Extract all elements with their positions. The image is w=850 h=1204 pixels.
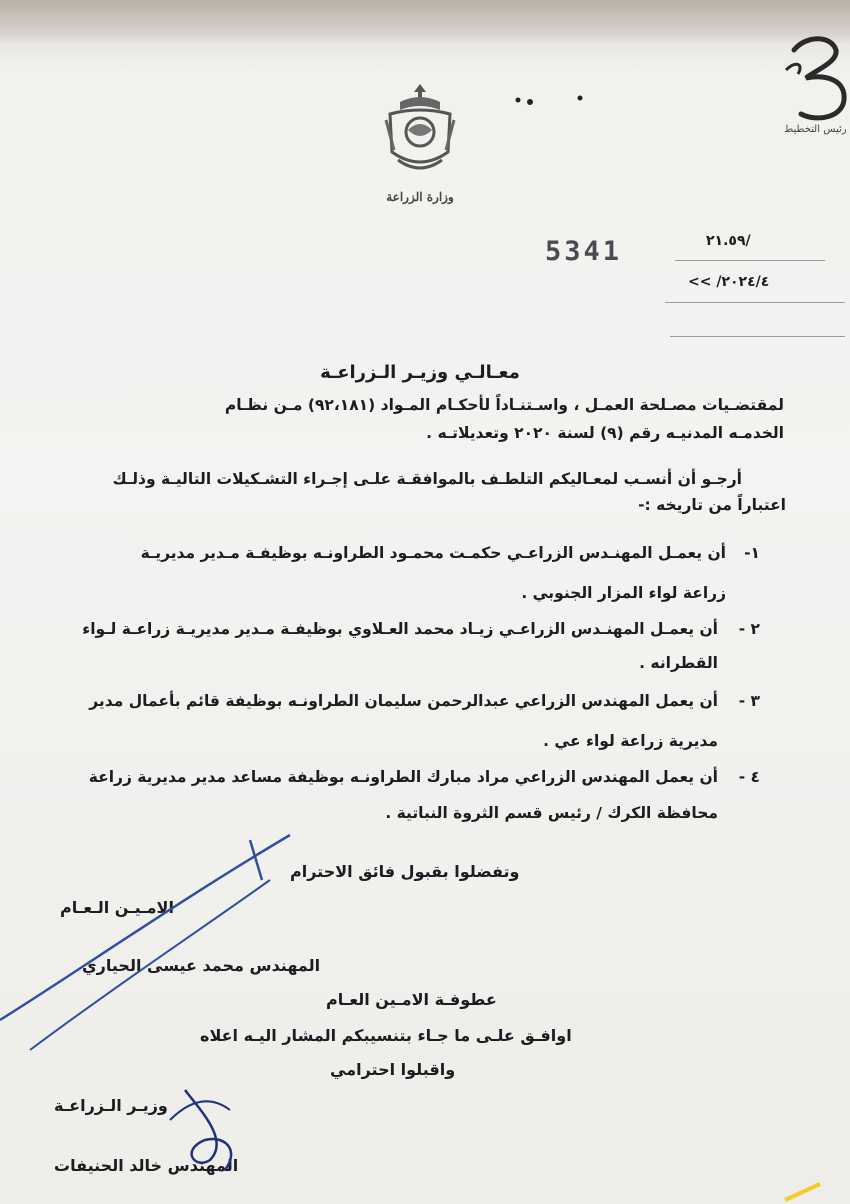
item-3-line-1: أن يعمل المهندس الزراعي عبدالرحمن سليمان الطراونـه بوظيفة قائم بأعمال مدير xyxy=(89,692,718,710)
minister-name: المهندس خالد الحنيفات xyxy=(54,1156,239,1175)
addressee-heading: معـالـي وزيـر الـزراعـة xyxy=(320,362,520,383)
secretary-title: الامـيـن الـعـام xyxy=(60,898,174,917)
response-text: اوافـق علـى ما جـاء بتنسيبكم المشار اليـه اعلاه xyxy=(200,1026,572,1045)
item-4-line-2: محافظة الكرك / رئيس قسم الثروة النباتية . xyxy=(385,804,718,822)
closing-line: وتفضلوا بقبول فائق الاحترام xyxy=(290,862,520,881)
item-1-line-2: زراعة لواء المزار الجنوبي . xyxy=(521,584,726,602)
item-4-number: ٤ - xyxy=(738,768,760,786)
response-salutation: عطوفـة الامـين العـام xyxy=(326,990,497,1009)
reference-code: /٢١.٥٩ xyxy=(706,233,751,249)
reference-number: 5341 xyxy=(545,236,623,267)
reference-date: ٢٠٢٤/٤/ >> xyxy=(688,274,770,290)
request-line-2: اعتباراً من تاريخه :- xyxy=(638,496,786,514)
preamble-line-1: لمقتضـيات مصـلحة العمـل ، واسـتنـاداً لأحكـام المـواد (٩٢،١٨١) مـن نظـام xyxy=(224,396,784,414)
highlighter-mark xyxy=(780,1180,850,1204)
item-2-line-1: أن يعمـل المهنـدس الزراعـي زيـاد محمد العـلاوي بوظيفـة مـدير مديريـة زراعـة لـواء xyxy=(82,620,718,638)
ministry-name-label: وزارة الزراعة xyxy=(386,190,454,204)
item-1-number: ١- xyxy=(744,544,760,562)
item-2-number: ٢ - xyxy=(738,620,760,638)
item-2-line-2: القطرانه . xyxy=(639,654,718,672)
request-line-1: أرجـو أن أنسـب لمعـاليكم التلطـف بالموافقـة علـى إجـراء التشـكيلات التاليـة وذلـك xyxy=(112,470,742,488)
secretary-name: المهندس محمد عيسى الحياري xyxy=(82,956,321,975)
item-3-number: ٣ - xyxy=(738,692,760,710)
item-3-line-2: مديرية زراعة لواء عي . xyxy=(543,732,718,750)
item-4-line-1: أن يعمل المهندس الزراعي مراد مبارك الطراونـه بوظيفة مساعد مدير مديرية زراعة xyxy=(88,768,718,786)
minister-title: وزيـر الـزراعـة xyxy=(54,1096,168,1115)
corner-stamp-label: رئيس التخطيط xyxy=(784,124,847,135)
item-1-line-1: أن يعمـل المهنـدس الزراعـي حكمـت محمـود الطراونـه بوظيفـة مـدير مديريـة xyxy=(140,544,726,562)
response-regards: واقبلوا احترامي xyxy=(330,1060,456,1079)
preamble-line-2: الخدمـه المدنيـه رقم (٩) لسنة ٢٠٢٠ وتعديلاتـه . xyxy=(426,424,784,442)
